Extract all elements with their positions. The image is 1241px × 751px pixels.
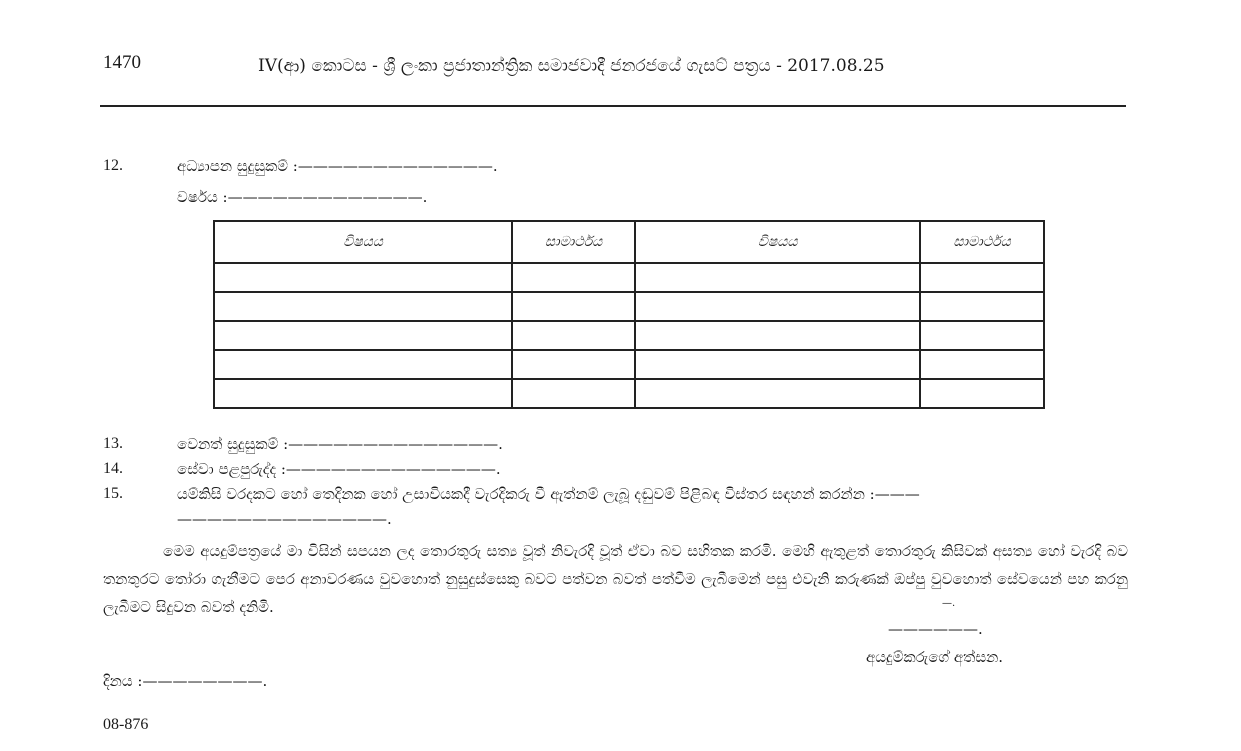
table-header-grade: සාමාර්ථය [920, 221, 1044, 263]
item-14-service-experience: සේවා පළපුරුද්ද :——————————————. [177, 460, 501, 478]
signature-line: ——————. [888, 620, 983, 638]
item-12-year: වර්ෂය :—————————————. [177, 188, 428, 206]
table-cell [214, 292, 512, 321]
table-row [214, 321, 1044, 350]
item-14-number: 14. [103, 460, 123, 477]
table-header-subject: විෂයය [635, 221, 920, 263]
item-12-education-qualifications: අධ්‍යාපන සුදුසුකම් :—————————————. [177, 157, 498, 175]
signature-label: අයදුම්කරුගේ අත්සන. [866, 648, 1004, 666]
item-12-number: 12. [103, 157, 123, 174]
table-cell [635, 292, 920, 321]
declaration-paragraph: මෙම අයදුම්පත්‍රයේ මා විසින් සපයන ලද තොරතුරු සත්‍ය වූත් නිවැරදි වූත් ඒවා බව සහිතක කරමි. මෙහි ඇතුළත් තොරතුරු කිසිවක් අසත්‍ය හෝ වැරදි බව තනතුරට තෝරා ගැනීමට පෙර අනාවරණය වුවහොත් නුසුදුස්සෙකු බවට පත්වන බවත් පත්වීම ලැබීමෙන් පසු එවැනි කරුණක් ඔප්පු වුවහොත් සේවයෙන් පහ කරනු ලැබීමට සිදුවන බවත් දනිමි. [103, 542, 1128, 616]
table-cell [635, 263, 920, 292]
table-cell [214, 350, 512, 379]
table-cell [920, 292, 1044, 321]
table-header-row [214, 221, 1044, 263]
table-cell [920, 263, 1044, 292]
item-15-continuation-line: ——————————————. [177, 510, 392, 528]
table-cell [214, 321, 512, 350]
table-row [214, 263, 1044, 292]
signature-short-mark: —. [942, 598, 956, 609]
table-header-grade: සාමාර්ථය [512, 221, 635, 263]
table-cell [635, 350, 920, 379]
table-cell [512, 350, 635, 379]
table-cell [635, 321, 920, 350]
table-row [214, 379, 1044, 408]
table-cell [512, 292, 635, 321]
table-row [214, 292, 1044, 321]
gazette-notice-code: 08-876 [103, 716, 149, 733]
table-cell [920, 350, 1044, 379]
table-cell [512, 379, 635, 408]
date-field: දිනය :————————. [103, 672, 268, 690]
item-15-number: 15. [103, 485, 123, 502]
gazette-header-title: IV(ආ) කොටස - ශ්‍රී ලංකා ප්‍රජාතාන්ත්‍රික සමාජවාදී ජනරජයේ ගැසට් පත්‍රය - 2017.08.25 [258, 56, 885, 76]
table-cell [512, 263, 635, 292]
table-cell [214, 379, 512, 408]
table-cell [635, 379, 920, 408]
item-13-number: 13. [103, 435, 123, 452]
item-13-other-qualifications: වෙනත් සුදුසුකම් :——————————————. [177, 435, 503, 453]
page-number: 1470 [103, 52, 141, 73]
table-cell [214, 263, 512, 292]
table-cell [920, 321, 1044, 350]
table-row [214, 350, 1044, 379]
header-divider [100, 105, 1126, 107]
table-cell [920, 379, 1044, 408]
table-cell [512, 321, 635, 350]
subjects-results-table [213, 220, 1045, 409]
item-15-conviction-details: යම්කිසි වරදකට හෝ තෙදිනක හෝ උසාවියකදී වැරදිකරු වී ඇත්නම් ලැබූ දඬුවම් පිළිබඳ විස්තර සඳහන් කරන්න :——— [177, 485, 920, 503]
table-header-subject: විෂයය [214, 221, 512, 263]
